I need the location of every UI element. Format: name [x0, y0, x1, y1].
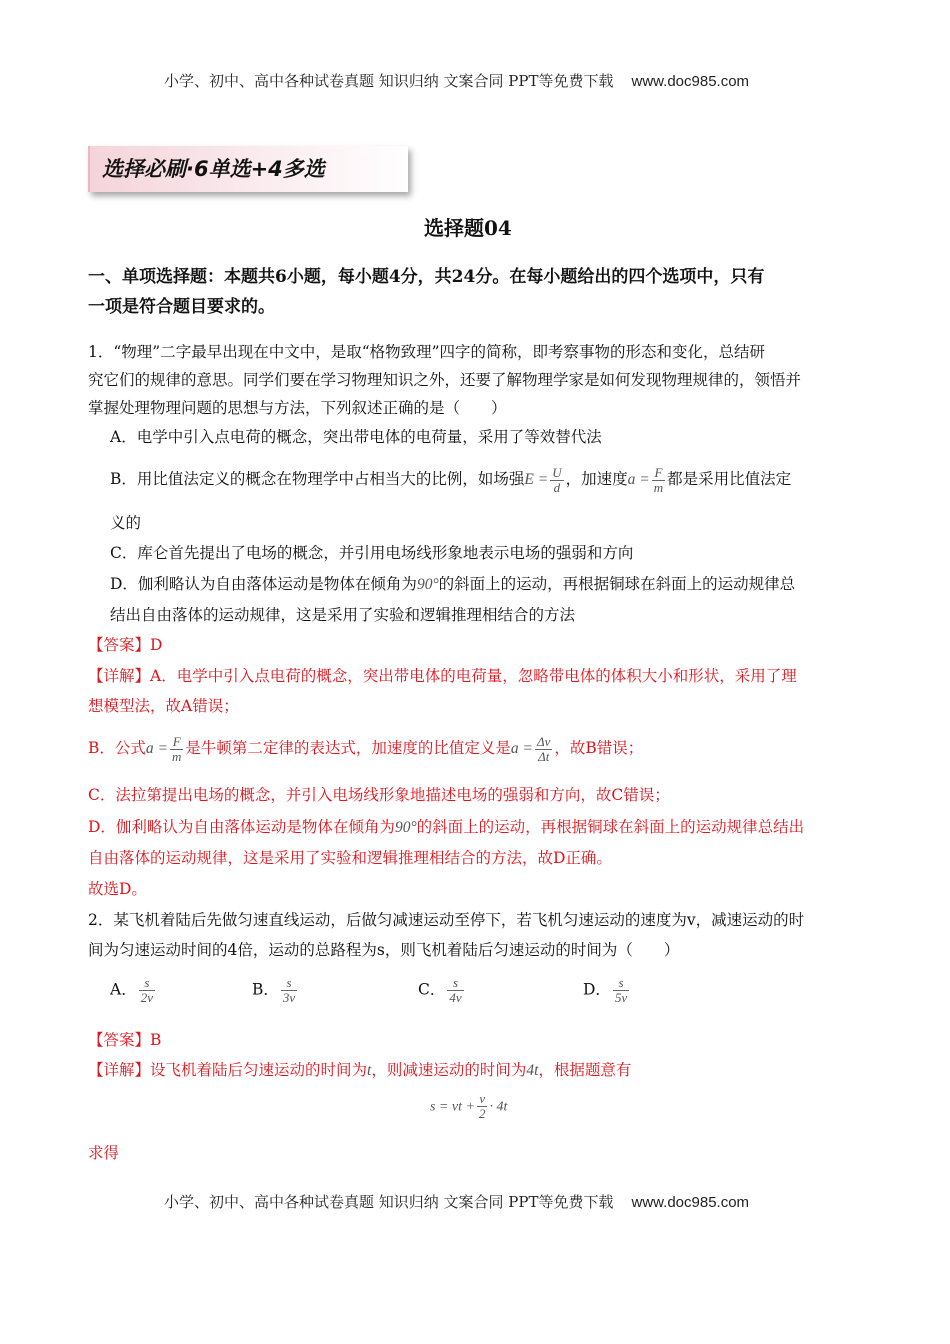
q2-explanation-post: ，根据题意有 [538, 1061, 632, 1079]
q2-option-c-den: 4v [449, 990, 462, 1005]
q1-option-c: C．库仑首先提出了电场的概念，并引用电场线形象地表示电场的强弱和方向 [110, 544, 634, 562]
page-title: 选择题04 [424, 216, 512, 240]
math-dv-dt-fraction [535, 735, 552, 764]
q1-explanation-a [88, 661, 797, 691]
q1-option-d [110, 569, 795, 600]
math-deg: 90° [416, 576, 439, 593]
math-e-num: U [552, 464, 562, 480]
q1-option-d-pre: D．伽利略认为自由落体运动是物体在倾角为 [110, 575, 417, 593]
q2-stem-line1: 2．某飞机着陆后先做匀速直线运动，后做匀减速运动至停下，若飞机匀速运动的速度为v，减速运动的时 [88, 911, 805, 929]
q1-conclusion: 故选D。 [88, 880, 147, 898]
q2-option-b-den: 3v [282, 990, 296, 1005]
q2-option-c-num: s [447, 976, 463, 991]
q1-explanation-d-pre: D．伽利略认为自由落体运动是物体在倾角为 [88, 818, 395, 836]
math-a-num: F [652, 466, 665, 481]
q1-option-b-continued: 义的 [110, 514, 142, 532]
math-a-den-2: m [171, 748, 182, 764]
q1-option-d-post: 的斜面上的运动，再根据铜球在斜面上的运动规律总 [438, 575, 796, 593]
q2-option-a [110, 976, 157, 1005]
q1-explanation-d [88, 812, 804, 843]
page-footer [164, 1191, 749, 1212]
q1-option-a: A．电学中引入点电荷的概念，突出带电体的电荷量，采用了等效替代法 [110, 428, 602, 446]
math-eq-num: v [477, 1092, 488, 1107]
q2-option-d [583, 976, 631, 1005]
q2-option-c-label: C． [418, 980, 446, 999]
q1-explanation-c: C．法拉第提出电场的概念，并引入电场线形象地描述电场的强弱和方向，故C错误； [88, 786, 670, 804]
math-4t: 4t [526, 1062, 539, 1079]
math-a-fraction-2 [170, 735, 183, 764]
math-a-den: m [653, 479, 664, 495]
section-banner [88, 146, 408, 192]
math-eq-fraction [477, 1092, 488, 1121]
q1-option-b-pre: B．用比值法定义的概念在物理学中占相当大的比例，如场强 [110, 470, 525, 488]
q2-answer: 【答案】B [88, 1031, 162, 1049]
q1-stem-line1: 1．“物理”二字最早出现在中文中，是取“格物致理”四字的简称，即考察事物的形态和变化，总结研 [88, 343, 766, 361]
q2-option-a-den: 2v [140, 990, 153, 1005]
header-url[interactable]: www.doc985.com [631, 73, 750, 90]
q1-explanation-d-post: 的斜面上的运动，再根据铜球在斜面上的运动规律总结出 [416, 818, 805, 836]
q2-option-c [418, 976, 466, 1005]
q1-explanation-a-line2: 想模型法，故A错误； [88, 697, 239, 715]
math-deg-2: 90° [394, 819, 417, 836]
q2-option-c-fraction [447, 976, 463, 1005]
q1-explanation-b [88, 733, 643, 764]
math-eq-den: 2 [478, 1106, 486, 1121]
footer-url[interactable]: www.doc985.com [631, 1194, 750, 1211]
q1-explanation-d-continued: 自由落体的运动规律，这是采用了实验和逻辑推理相结合的方法，故D正确。 [88, 849, 612, 867]
math-dt: Δt [538, 748, 550, 764]
q2-option-a-fraction [139, 976, 155, 1005]
q2-equation [430, 1092, 507, 1121]
math-dv: Δv [536, 733, 551, 749]
section-heading-line2: 一项是符合题目要求的。 [88, 297, 275, 317]
math-e-lhs: E = [524, 471, 549, 488]
q1-explanation-b-mid: 是牛顿第二定律的表达式，加速度的比值定义是 [185, 739, 511, 757]
page-header [164, 70, 749, 91]
q2-explanation-pre: 设飞机着陆后匀速运动的时间为 [150, 1061, 368, 1079]
banner-text: 选择必刷·6单选+4多选 [102, 157, 325, 181]
q1-explanation-b-post: ，故B错误； [554, 739, 644, 757]
footer-text: 小学、初中、高中各种试卷真题 知识归纳 文案合同 PPT等免费下载 [164, 1193, 614, 1211]
math-a-lhs-3: a = [510, 740, 533, 757]
q2-result-label: 求得 [88, 1144, 120, 1162]
q2-explanation-label: 【详解】 [88, 1061, 151, 1079]
section-heading-line1: 一、单项选择题：本题共6小题，每小题4分，共24分。在每小题给出的四个选项中，只有 [88, 267, 765, 287]
q2-option-b-label: B． [252, 980, 279, 999]
math-e-den: d [553, 479, 561, 495]
math-a-lhs: a = [627, 471, 650, 488]
q2-explanation-mid: ，则减速运动的时间为 [371, 1061, 527, 1079]
math-eq-rhs: · 4t [489, 1099, 508, 1115]
q2-option-d-label: D． [583, 980, 611, 999]
math-e-fraction [550, 466, 563, 495]
q1-explanation-label: 【详解】 [88, 667, 151, 685]
math-a-fraction [652, 466, 665, 495]
q2-stem-line2: 间为匀速运动时间的4倍，运动的总路程为s，则飞机着陆后匀速运动的时间为（ ） [88, 941, 680, 959]
q2-option-b-fraction [281, 976, 297, 1005]
q1-stem-line3: 掌握处理物理问题的思想与方法，下列叙述正确的是（ ） [88, 399, 507, 417]
q1-option-b-post: 都是采用比值法定 [667, 470, 792, 488]
q1-option-d-continued: 结出自由落体的运动规律，这是采用了实验和逻辑推理相结合的方法 [110, 606, 576, 624]
q1-option-b-mid: ，加速度 [565, 470, 628, 488]
q2-option-b-num: s [281, 976, 297, 991]
q2-option-a-num: s [139, 976, 155, 991]
q1-answer: 【答案】D [88, 636, 163, 654]
header-text: 小学、初中、高中各种试卷真题 知识归纳 文案合同 PPT等免费下载 [164, 72, 614, 90]
q2-option-d-num: s [613, 976, 629, 991]
math-a-num-2: F [170, 735, 183, 750]
q1-explanation-a-line1: A．电学中引入点电荷的概念，突出带电体的电荷量，忽略带电体的体积大小和形状，采用了理 [150, 667, 797, 685]
q2-option-b [252, 976, 299, 1005]
q1-explanation-b-pre: B．公式 [88, 739, 146, 757]
q2-option-d-fraction [613, 976, 629, 1005]
math-a-lhs-2: a = [145, 740, 168, 757]
q1-stem-line2: 究它们的规律的意思。同学们要在学习物理知识之外，还要了解物理学家是如何发现物理规律的，领悟并 [88, 371, 802, 389]
q2-option-d-den: 5v [614, 990, 628, 1005]
q2-option-a-label: A． [110, 980, 137, 999]
q1-option-b [110, 464, 791, 495]
math-eq-lhs: s = vt + [430, 1099, 475, 1115]
math-t: t [367, 1062, 372, 1079]
q2-explanation [88, 1055, 631, 1086]
